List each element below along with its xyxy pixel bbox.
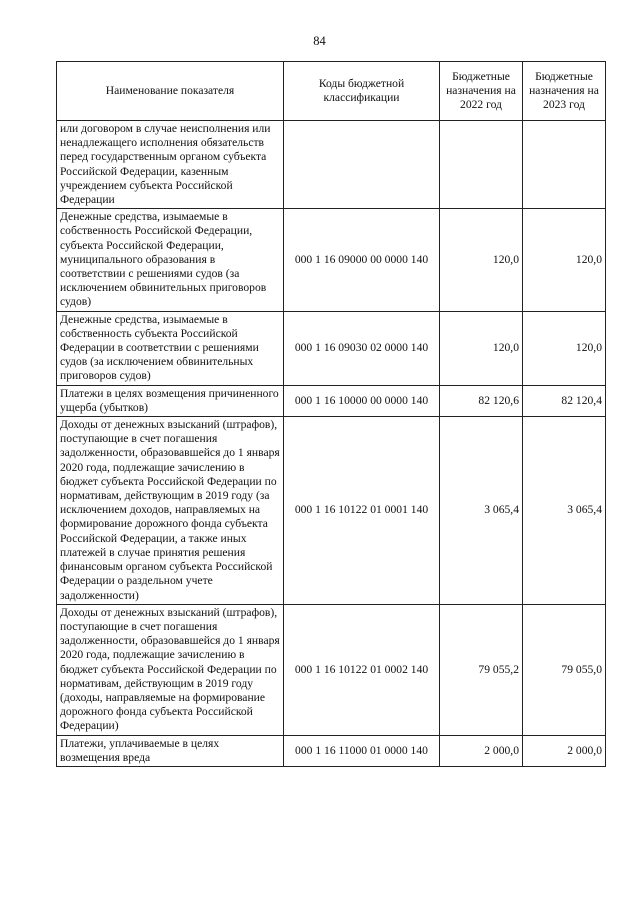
row-name: Платежи, уплачиваемые в целях возмещения вреда xyxy=(57,735,284,766)
row-code: 000 1 16 09000 00 0000 140 xyxy=(284,209,440,311)
row-value-2023 xyxy=(523,121,606,209)
row-value-2023: 79 055,0 xyxy=(523,604,606,735)
row-name: Денежные средства, изымаемые в собственность субъекта Российской Федерации в соответствии с решениями судов (за исключением обвинительных приговоров судов) xyxy=(57,311,284,385)
budget-table xyxy=(56,61,606,767)
row-value-2022: 3 065,4 xyxy=(440,417,523,605)
row-code: 000 1 16 09030 02 0000 140 xyxy=(284,311,440,385)
row-name: Платежи в целях возмещения причиненного ущерба (убытков) xyxy=(57,385,284,416)
row-value-2023: 3 065,4 xyxy=(523,417,606,605)
row-value-2022: 2 000,0 xyxy=(440,735,523,766)
row-code: 000 1 16 10122 01 0001 140 xyxy=(284,417,440,605)
row-code: 000 1 16 11000 01 0000 140 xyxy=(284,735,440,766)
page-number: 84 xyxy=(313,34,326,48)
row-name: Денежные средства, изымаемые в собственность Российской Федерации, субъекта Российской Федерации, муниципального образования в соответствии с решениями судов (за исключением обвинительных приговоров судов) xyxy=(57,209,284,311)
row-name: или договором в случае неисполнения или ненадлежащего исполнения обязательств перед государственным органом субъекта Российской Федерации, казенным учреждением субъекта Российской Федерации xyxy=(57,121,284,209)
row-value-2023: 2 000,0 xyxy=(523,735,606,766)
table-row xyxy=(57,311,606,385)
row-value-2022 xyxy=(440,121,523,209)
row-value-2022: 120,0 xyxy=(440,209,523,311)
row-value-2023: 120,0 xyxy=(523,311,606,385)
header-code: Коды бюджетной классификации xyxy=(284,62,440,121)
row-value-2022: 79 055,2 xyxy=(440,604,523,735)
table-row xyxy=(57,604,606,735)
row-code: 000 1 16 10122 01 0002 140 xyxy=(284,604,440,735)
row-value-2022: 120,0 xyxy=(440,311,523,385)
header-2023: Бюджетные назначения на 2023 год xyxy=(523,62,606,121)
header-name: Наименование показателя xyxy=(57,62,284,121)
row-name: Доходы от денежных взысканий (штрафов), поступающие в счет погашения задолженности, образовавшейся до 1 января 2020 года, подлежащие зачислению в бюджет субъекта Российской Федерации по нормативам, действующим в 2019 году (доходы, направляемые на формирование дорожного фонда субъекта Российской Федерации) xyxy=(57,604,284,735)
table-row xyxy=(57,735,606,766)
row-code xyxy=(284,121,440,209)
table-header-row xyxy=(57,62,606,121)
table-row xyxy=(57,121,606,209)
row-value-2023: 82 120,4 xyxy=(523,385,606,416)
row-value-2022: 82 120,6 xyxy=(440,385,523,416)
header-2022: Бюджетные назначения на 2022 год xyxy=(440,62,523,121)
table-row xyxy=(57,209,606,311)
row-value-2023: 120,0 xyxy=(523,209,606,311)
table-row xyxy=(57,417,606,605)
row-code: 000 1 16 10000 00 0000 140 xyxy=(284,385,440,416)
table-row xyxy=(57,385,606,416)
row-name: Доходы от денежных взысканий (штрафов), поступающие в счет погашения задолженности, образовавшейся до 1 января 2020 года, подлежащие зачислению в бюджет субъекта Российской Федерации по нормативам, действующим в 2019 году (за исключением доходов, направляемых на формирование дорожного фонда субъекта Российской Федерации, а также иных платежей в случае принятия решения финансовым органом субъекта Российской Федерации о раздельном учете задолженности) xyxy=(57,417,284,605)
